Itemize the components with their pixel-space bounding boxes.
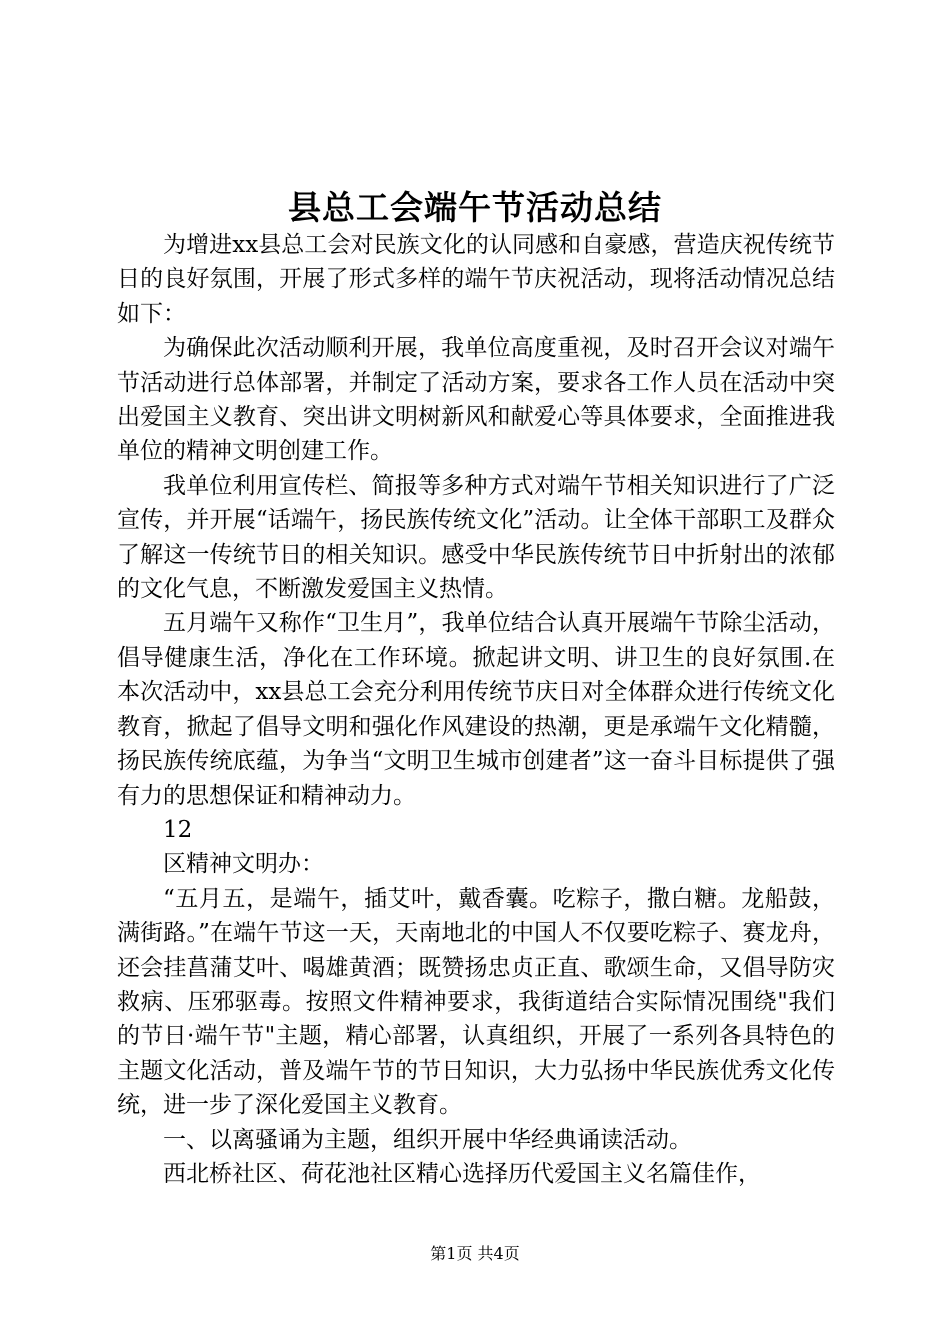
paragraph-number: 12 bbox=[163, 816, 193, 843]
paragraph-intro: 为增进xx县总工会对民族文化的认同感和自豪感，营造庆祝传统节日的良好氛围，开展了形式多样的端午节庆祝活动，现将活动情况总结如下： bbox=[117, 232, 835, 327]
paragraph-festival-intro: “五月五，是端午，插艾叶，戴香囊。吃粽子，撒白糖。龙船鼓，满街路。”在端午节这一天，天南地北的中国人不仅要吃粽子、赛龙舟，还会挂菖蒲艾叶、喝雄黄酒；既赞扬忠贞正直、歌颂生命，又倡导防灾救病、压邪驱毒。按照文件精神要求，我街道结合实际情况围绕"我们的节日·端午节"主题，精心部署，认真组织，开展了一系列各具特色的主题文化活动，普及端午节的节日知识，大力弘扬中华民族优秀文化传统，进一步了深化爱国主义教育。 bbox=[117, 885, 835, 1119]
paragraph-section-heading: 一、以离骚诵为主题，组织开展中华经典诵读活动。 bbox=[163, 1126, 692, 1153]
paragraph-publicity: 我单位利用宣传栏、简报等多种方式对端午节相关知识进行了广泛宣传，并开展“话端午，扬民族传统文化”活动。让全体干部职工及群众了解这一传统节日的相关知识。感受中华民族传统节日中折射出的浓郁的文化气息，不断激发爱国主义热情。 bbox=[117, 472, 835, 603]
page-footer: 第1页 共4页 bbox=[430, 1244, 520, 1263]
document-body bbox=[117, 228, 835, 1191]
paragraph-addressee: 区精神文明办： bbox=[163, 851, 324, 878]
document-title: 县总工会端午节活动总结 bbox=[288, 188, 662, 227]
paragraph-hygiene-month: 五月端午又称作“卫生月”，我单位结合认真开展端午节除尘活动，倡导健康生活，净化在工作环境。掀起讲文明、讲卫生的良好氛围.在本次活动中，xx县总工会充分利用传统节庆日对全体群众进行传统文化教育，掀起了倡导文明和强化作风建设的热潮，更是承端午文化精髓，扬民族传统底蕴，为争当“文明卫生城市创建者”这一奋斗目标提供了强有力的思想保证和精神动力。 bbox=[117, 610, 835, 809]
paragraph-community: 西北桥社区、荷花池社区精心选择历代爱国主义名篇佳作， bbox=[163, 1160, 761, 1187]
paragraph-deployment: 为确保此次活动顺利开展，我单位高度重视，及时召开会议对端午节活动进行总体部署，并制定了活动方案，要求各工作人员在活动中突出爱国主义教育、突出讲文明树新风和献爱心等具体要求，全面推进我单位的精神文明创建工作。 bbox=[117, 335, 835, 465]
